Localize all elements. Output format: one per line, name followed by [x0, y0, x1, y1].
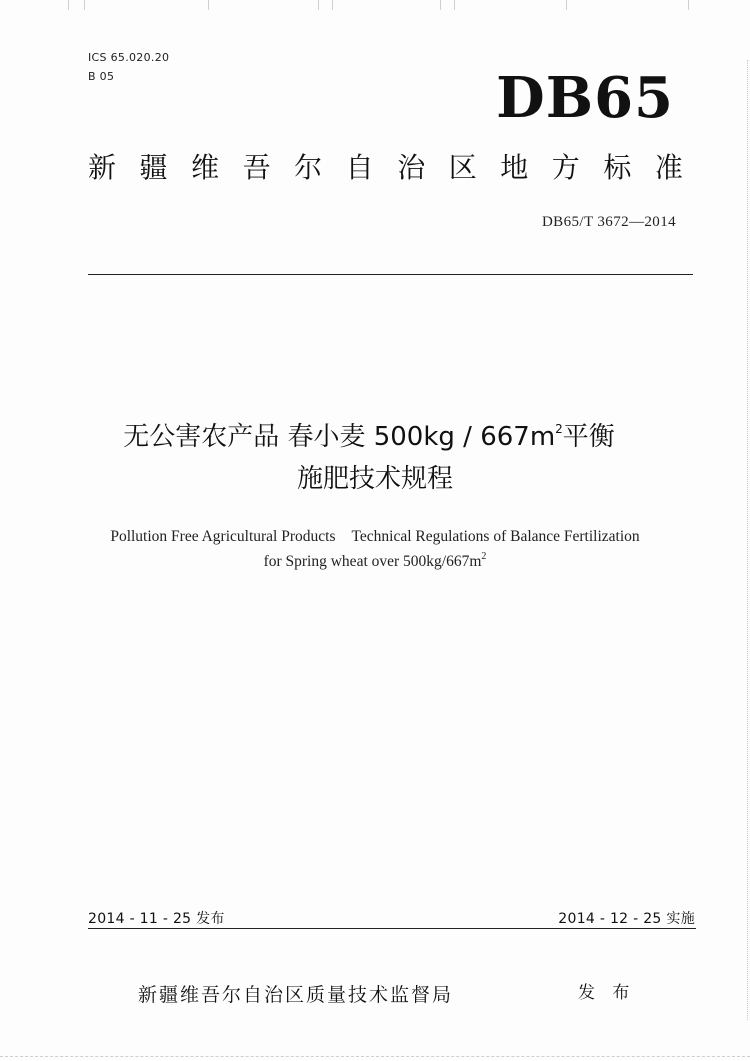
standard-type-char: 维: [191, 151, 220, 184]
scan-tick-artifact: [454, 0, 455, 10]
implementation-date: 2014 - 12 - 25 实施: [558, 911, 695, 927]
ics-code: ICS 65.020.20: [88, 51, 170, 64]
scan-tick-artifact: [566, 0, 567, 10]
issue-date: 2014 - 11 - 25 发布: [88, 911, 225, 927]
scan-tick-artifact: [688, 0, 689, 10]
chinese-title-main: 无公害农产品 春小麦 500kg / 667m: [123, 422, 556, 452]
publisher-name: 新疆维吾尔自治区质量技术监督局: [138, 984, 454, 1006]
standard-number: DB65/T 3672—2014: [541, 214, 676, 230]
standard-type-char: 治: [397, 151, 426, 184]
standard-type-char: 区: [448, 151, 477, 184]
scan-tick-artifact: [332, 0, 333, 10]
standard-type-char: 尔: [294, 151, 323, 184]
standard-type-char: 地: [500, 151, 529, 184]
scan-bottom-artifact: [0, 1055, 750, 1057]
publish-label: 发 布: [578, 983, 636, 1003]
standard-type-char: 新: [88, 151, 117, 184]
english-title-part-a: Pollution Free Agricultural Products: [110, 528, 336, 545]
standard-type-heading: [88, 151, 683, 184]
scan-tick-artifact: [84, 0, 85, 10]
standard-type-char: 自: [345, 151, 374, 184]
english-title-superscript: 2: [481, 551, 487, 562]
standard-type-char: 准: [654, 151, 683, 184]
standard-type-char: 疆: [139, 151, 168, 184]
chinese-title-line2: 施肥技术规程: [296, 464, 453, 494]
footer-divider: [88, 928, 696, 929]
english-title: [0, 524, 750, 574]
scan-tick-artifact: [208, 0, 209, 10]
english-title-line1: [0, 524, 750, 549]
english-title-line2: [0, 549, 750, 574]
scan-tick-artifact: [318, 0, 319, 10]
english-title-line2-main: for Spring wheat over 500kg/667m: [263, 553, 482, 570]
scan-tick-artifact: [440, 0, 441, 10]
db65-logo: DB65: [496, 65, 674, 131]
english-title-part-b: Technical Regulations of Balance Fertilization: [351, 528, 640, 545]
ccs-code: B 05: [88, 70, 115, 83]
chinese-title: [0, 416, 750, 500]
scan-tick-artifact: [68, 0, 69, 10]
standard-type-char: 方: [551, 151, 580, 184]
header-divider: [88, 274, 693, 275]
chinese-title-tail: 平衡: [562, 422, 615, 452]
standard-type-char: 标: [603, 151, 632, 184]
chinese-title-line1: [0, 416, 750, 458]
chinese-title-superscript: 2: [555, 422, 563, 436]
standard-type-char: 吾: [242, 151, 271, 184]
